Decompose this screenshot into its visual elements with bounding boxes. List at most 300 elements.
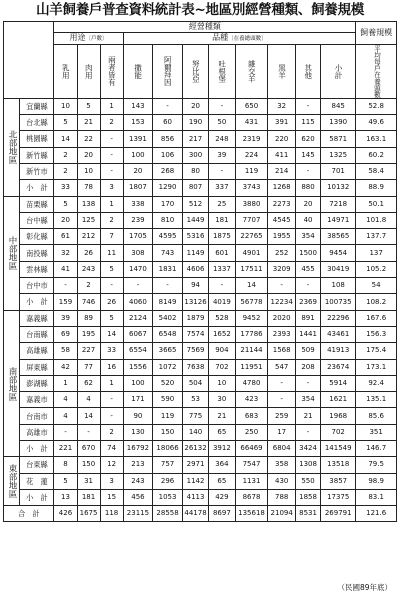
value-cell: 65 (209, 473, 235, 489)
total-cell: 44178 (182, 506, 208, 522)
value-cell: 159 (54, 294, 77, 310)
county-label: 小 計 (20, 180, 54, 196)
value-cell: 1879 (182, 310, 208, 326)
region-label: 中部地區 (4, 196, 20, 310)
value-cell: 21 (209, 408, 235, 424)
value-cell: 3 (100, 180, 123, 196)
value-cell: 39 (54, 310, 77, 326)
table-row (4, 375, 397, 391)
county-label: 台南市 (20, 408, 54, 424)
value-cell: - (295, 424, 320, 440)
value-cell: 58.4 (356, 164, 397, 180)
value-cell: 21 (295, 408, 320, 424)
value-cell: 5 (54, 115, 77, 131)
value-cell: - (100, 131, 123, 147)
value-cell: 1568 (268, 343, 295, 359)
value-cell: 10 (209, 375, 235, 391)
value-cell: 100735 (321, 294, 356, 310)
value-cell: 106 (153, 147, 183, 163)
value-cell: 137 (356, 245, 397, 261)
value-cell: 7707 (235, 212, 268, 228)
table-row (4, 424, 397, 440)
value-cell: 1449 (182, 212, 208, 228)
county-label: 苗栗縣 (20, 196, 54, 212)
value-cell: 25 (209, 196, 235, 212)
value-cell: 807 (182, 180, 208, 196)
table-row (4, 278, 397, 294)
value-cell: 13 (54, 489, 77, 505)
value-cell: 115 (295, 115, 320, 131)
value-cell: 3424 (295, 441, 320, 457)
county-label: 台北縣 (20, 115, 54, 131)
table-row (4, 196, 397, 212)
table-row (4, 310, 397, 326)
value-cell: 141549 (321, 441, 356, 457)
value-cell: - (153, 98, 183, 114)
col-header: 小計 (321, 45, 356, 99)
value-cell: - (77, 424, 100, 440)
value-cell: 2273 (268, 196, 295, 212)
value-cell: 300 (182, 147, 208, 163)
value-cell: 308 (123, 245, 153, 261)
value-cell: 1705 (123, 229, 153, 245)
value-cell: 89 (77, 310, 100, 326)
value-cell: 17375 (321, 489, 356, 505)
value-cell: 32 (268, 98, 295, 114)
value-cell: 5 (54, 473, 77, 489)
value-cell: 3665 (153, 343, 183, 359)
value-cell: 173.1 (356, 359, 397, 375)
value-cell: 337 (209, 180, 235, 196)
value-cell: 135.1 (356, 392, 397, 408)
col-header: 撒能 (123, 45, 153, 99)
value-cell: 5 (54, 196, 77, 212)
value-cell: 4 (54, 392, 77, 408)
county-label: 彰化縣 (20, 229, 54, 245)
value-cell: 41913 (321, 343, 356, 359)
value-cell: 2319 (235, 131, 268, 147)
value-cell: 683 (235, 408, 268, 424)
value-cell: 259 (268, 408, 295, 424)
value-cell: 7 (100, 229, 123, 245)
value-cell: 2971 (182, 457, 208, 473)
table-row (4, 473, 397, 489)
value-cell: 143 (123, 98, 153, 114)
value-cell: 4901 (235, 245, 268, 261)
value-cell: 1 (100, 196, 123, 212)
corner-cell (4, 22, 54, 99)
value-cell: 17786 (235, 326, 268, 342)
value-cell: 5 (77, 98, 100, 114)
total-cell: 28558 (153, 506, 183, 522)
use-group-header: 用途〔戶數〕 (54, 33, 123, 45)
value-cell: - (123, 278, 153, 294)
value-cell: 181 (209, 212, 235, 228)
value-cell: 65 (209, 424, 235, 440)
value-cell: 53 (182, 392, 208, 408)
value-cell: 3857 (321, 473, 356, 489)
value-cell: 13126 (182, 294, 208, 310)
stats-table-wrapper (3, 21, 397, 522)
value-cell: 880 (295, 180, 320, 196)
table-row (4, 261, 397, 277)
value-cell: 16 (100, 359, 123, 375)
value-cell: 7574 (182, 326, 208, 342)
value-cell: 60 (153, 115, 183, 131)
county-label: 嘉義市 (20, 392, 54, 408)
value-cell: 66469 (235, 441, 268, 457)
value-cell: 1337 (209, 261, 235, 277)
value-cell: 601 (209, 245, 235, 261)
value-cell: 3743 (235, 180, 268, 196)
value-cell: 1325 (321, 147, 356, 163)
value-cell: 6548 (153, 326, 183, 342)
value-cell: 190 (182, 115, 208, 131)
table-row (4, 359, 397, 375)
value-cell: 20 (123, 164, 153, 180)
table-row (4, 489, 397, 505)
value-cell: 429 (209, 489, 235, 505)
county-label: 台東縣 (20, 457, 54, 473)
col-header: 阿爾拜因 (153, 45, 183, 99)
value-cell: 2 (77, 278, 100, 294)
value-cell: 243 (123, 473, 153, 489)
county-label: 台中縣 (20, 212, 54, 228)
value-cell: 137.7 (356, 229, 397, 245)
value-cell: - (54, 424, 77, 440)
col-header: 乳用 (54, 45, 77, 99)
county-label: 嘉義縣 (20, 310, 54, 326)
value-cell: 746 (77, 294, 100, 310)
value-cell: 2 (54, 147, 77, 163)
value-cell: 1441 (295, 326, 320, 342)
value-cell: 18066 (153, 441, 183, 457)
value-cell: 42 (54, 359, 77, 375)
value-cell: 1858 (295, 489, 320, 505)
county-label: 小 計 (20, 489, 54, 505)
value-cell: 590 (153, 392, 183, 408)
table-row (4, 164, 397, 180)
total-cell: 135618 (235, 506, 268, 522)
value-cell: 4595 (153, 229, 183, 245)
county-label: 屏東縣 (20, 359, 54, 375)
table-row (4, 245, 397, 261)
value-cell: 620 (295, 131, 320, 147)
value-cell: - (295, 278, 320, 294)
value-cell: 26132 (182, 441, 208, 457)
value-cell: 92.4 (356, 375, 397, 391)
value-cell: 20 (182, 98, 208, 114)
value-cell: 512 (182, 196, 208, 212)
value-cell: 13518 (321, 457, 356, 473)
value-cell: 456 (123, 489, 153, 505)
value-cell: 4 (54, 408, 77, 424)
value-cell: 1807 (123, 180, 153, 196)
value-cell: 3880 (235, 196, 268, 212)
value-cell: 32 (54, 245, 77, 261)
value-cell: 2 (100, 115, 123, 131)
value-cell: 6067 (123, 326, 153, 342)
value-cell: 10 (54, 98, 77, 114)
value-cell: 195 (77, 326, 100, 342)
value-cell: 7638 (182, 359, 208, 375)
value-cell: 26 (77, 245, 100, 261)
page-title: 山羊飼養戶普查資料統計表~地區別經營種類、飼養規模 (36, 2, 364, 18)
value-cell: 3209 (268, 261, 295, 277)
county-label: 台南縣 (20, 326, 54, 342)
value-cell: 2020 (268, 310, 295, 326)
value-cell: 11951 (235, 359, 268, 375)
value-cell: - (100, 164, 123, 180)
value-cell: 2369 (295, 294, 320, 310)
value-cell: 248 (209, 131, 235, 147)
value-cell: 12 (100, 457, 123, 473)
value-cell: 227 (77, 343, 100, 359)
value-cell: 62 (77, 375, 100, 391)
total-cell: 1675 (77, 506, 100, 522)
value-cell: 6804 (268, 441, 295, 457)
value-cell: 904 (209, 343, 235, 359)
value-cell: 33 (54, 180, 77, 196)
value-cell: 20 (77, 147, 100, 163)
value-cell: 423 (235, 392, 268, 408)
value-cell: 16792 (123, 441, 153, 457)
county-label: 小 計 (20, 294, 54, 310)
value-cell: 520 (153, 375, 183, 391)
table-row (4, 115, 397, 131)
value-cell: 14 (54, 131, 77, 147)
value-cell: 702 (209, 359, 235, 375)
table-row (4, 294, 397, 310)
value-cell: 56778 (235, 294, 268, 310)
value-cell: 8678 (235, 489, 268, 505)
value-cell: 845 (321, 98, 356, 114)
value-cell: 77 (77, 359, 100, 375)
value-cell: 50.1 (356, 196, 397, 212)
table-row (4, 98, 397, 114)
value-cell: 1 (54, 375, 77, 391)
value-cell: 528 (209, 310, 235, 326)
value-cell: - (295, 164, 320, 180)
value-cell: 1500 (295, 245, 320, 261)
value-cell: 181 (77, 489, 100, 505)
table-row (4, 180, 397, 196)
value-cell: 23674 (321, 359, 356, 375)
value-cell: 391 (268, 115, 295, 131)
value-cell: 9452 (235, 310, 268, 326)
value-cell: 17 (268, 424, 295, 440)
value-cell: 5914 (321, 375, 356, 391)
table-row (4, 147, 397, 163)
value-cell: - (268, 278, 295, 294)
value-cell: 411 (268, 147, 295, 163)
value-cell: 7569 (182, 343, 208, 359)
value-cell: 61 (54, 229, 77, 245)
value-cell: 4545 (268, 212, 295, 228)
value-cell: 2 (54, 164, 77, 180)
table-row (4, 326, 397, 342)
value-cell: 1268 (268, 180, 295, 196)
table-row (4, 392, 397, 408)
table-header (4, 22, 397, 99)
value-cell: 101.8 (356, 212, 397, 228)
value-cell: - (100, 147, 123, 163)
value-cell: 7547 (235, 457, 268, 473)
value-cell: 1072 (153, 359, 183, 375)
value-cell: 1875 (209, 229, 235, 245)
table-body (4, 98, 397, 521)
table-row (4, 229, 397, 245)
value-cell: 100 (123, 147, 153, 163)
value-cell: - (268, 392, 295, 408)
value-cell: 509 (295, 343, 320, 359)
value-cell: 220 (268, 131, 295, 147)
value-cell: 351 (356, 424, 397, 440)
value-cell: 7218 (321, 196, 356, 212)
value-cell: 58 (54, 343, 77, 359)
col-header: 雜交羊 (235, 45, 268, 99)
region-label: 南部地區 (4, 310, 20, 457)
value-cell: 4780 (235, 375, 268, 391)
total-cell: 8531 (295, 506, 320, 522)
value-cell: 69 (54, 326, 77, 342)
value-cell: - (153, 278, 183, 294)
value-cell: 4 (77, 392, 100, 408)
value-cell: 33 (100, 343, 123, 359)
value-cell: 153 (123, 115, 153, 131)
col-header: 黑羊 (268, 45, 295, 99)
value-cell: 891 (295, 310, 320, 326)
value-cell: 221 (54, 441, 77, 457)
value-cell: 8 (54, 457, 77, 473)
value-cell: 74 (100, 441, 123, 457)
value-cell: 1470 (123, 261, 153, 277)
value-cell: 9454 (321, 245, 356, 261)
value-cell: 4019 (209, 294, 235, 310)
value-cell: 21 (77, 115, 100, 131)
value-cell: 85.6 (356, 408, 397, 424)
value-cell: 145 (295, 147, 320, 163)
value-cell: 171 (123, 392, 153, 408)
stats-table (3, 21, 397, 522)
value-cell: 702 (321, 424, 356, 440)
value-cell: 1 (100, 375, 123, 391)
value-cell: 1290 (153, 180, 183, 196)
county-label: 高雄市 (20, 424, 54, 440)
value-cell: 15 (100, 489, 123, 505)
value-cell: 150 (153, 424, 183, 440)
value-cell: - (100, 408, 123, 424)
value-cell: 547 (268, 359, 295, 375)
value-cell: - (295, 98, 320, 114)
value-cell: 2393 (268, 326, 295, 342)
value-cell: 140 (182, 424, 208, 440)
value-cell: 4060 (123, 294, 153, 310)
value-cell: 88.9 (356, 180, 397, 196)
value-cell: 14 (77, 408, 100, 424)
county-label: 宜蘭縣 (20, 98, 54, 114)
value-cell: 125 (77, 212, 100, 228)
value-cell: 1390 (321, 115, 356, 131)
value-cell: 3912 (209, 441, 235, 457)
value-cell: 108.2 (356, 294, 397, 310)
total-cell: 269791 (321, 506, 356, 522)
value-cell: 78 (77, 180, 100, 196)
value-cell: 4113 (182, 489, 208, 505)
value-cell: 175.4 (356, 343, 397, 359)
col-header: 平均每戶在養頭數 (356, 45, 397, 99)
value-cell: 1053 (153, 489, 183, 505)
value-cell: 431 (235, 115, 268, 131)
value-cell: 79.5 (356, 457, 397, 473)
value-cell: 21144 (235, 343, 268, 359)
col-header: 其他 (295, 45, 320, 99)
county-label: 新竹縣 (20, 147, 54, 163)
value-cell: - (209, 98, 235, 114)
value-cell: 52.8 (356, 98, 397, 114)
value-cell: 50 (209, 115, 235, 131)
county-label: 雲林縣 (20, 261, 54, 277)
value-cell: 1831 (153, 261, 183, 277)
value-cell: 268 (153, 164, 183, 180)
value-cell: 22296 (321, 310, 356, 326)
value-cell: 22 (77, 131, 100, 147)
value-cell: 30 (209, 392, 235, 408)
value-cell: 119 (235, 164, 268, 180)
value-cell: 213 (123, 457, 153, 473)
value-cell: 14971 (321, 212, 356, 228)
value-cell: 5871 (321, 131, 356, 147)
county-label: 桃園縣 (20, 131, 54, 147)
value-cell: 208 (295, 359, 320, 375)
column-header-row (4, 45, 397, 99)
value-cell: 20 (295, 196, 320, 212)
value-cell: 39 (209, 147, 235, 163)
value-cell: 138 (77, 196, 100, 212)
value-cell: 5316 (182, 229, 208, 245)
value-cell: 83.1 (356, 489, 397, 505)
value-cell: 31 (77, 473, 100, 489)
value-cell: 119 (153, 408, 183, 424)
region-label: 北部地區 (4, 98, 20, 196)
value-cell: 1968 (321, 408, 356, 424)
value-cell: 170 (153, 196, 183, 212)
value-cell: - (209, 164, 235, 180)
col-header: 吐根堡 (209, 45, 235, 99)
table-row (4, 457, 397, 473)
total-cell: 426 (54, 506, 77, 522)
value-cell: 22765 (235, 229, 268, 245)
value-cell: 156.3 (356, 326, 397, 342)
value-cell: 296 (153, 473, 183, 489)
total-label: 合 計 (4, 506, 54, 522)
value-cell: 1142 (182, 473, 208, 489)
value-cell: 358 (268, 457, 295, 473)
value-cell: 6554 (123, 343, 153, 359)
value-cell: 1391 (123, 131, 153, 147)
value-cell: 10 (77, 164, 100, 180)
value-cell: 250 (235, 424, 268, 440)
value-cell: 3 (100, 473, 123, 489)
county-label: 南投縣 (20, 245, 54, 261)
value-cell: 252 (268, 245, 295, 261)
value-cell: 775 (182, 408, 208, 424)
value-cell: 30419 (321, 261, 356, 277)
value-cell: 108 (321, 278, 356, 294)
value-cell: 90 (123, 408, 153, 424)
value-cell: 2124 (123, 310, 153, 326)
value-cell: 455 (295, 261, 320, 277)
